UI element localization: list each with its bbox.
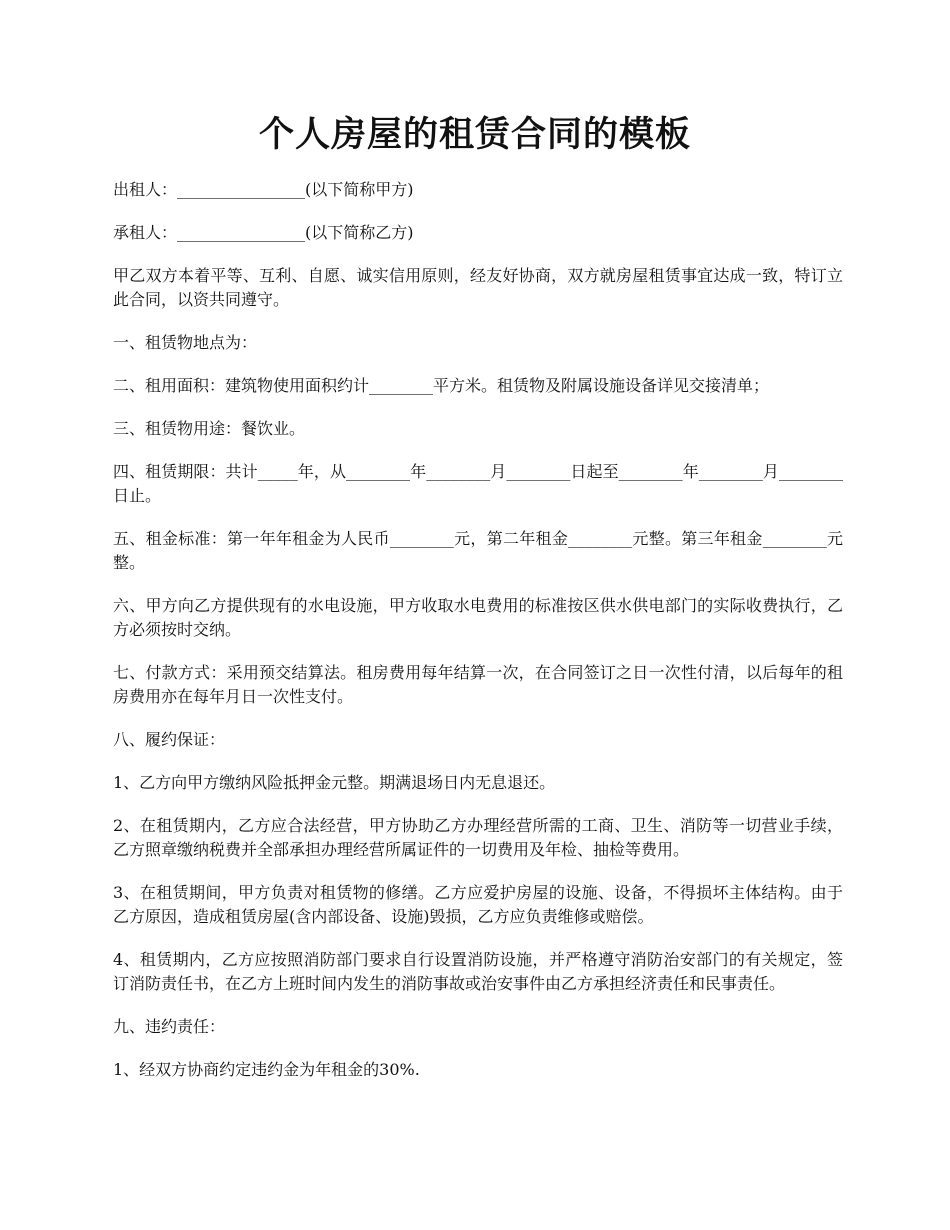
clause-2-area: 二、租用面积：建筑物使用面积约计________平方米。租赁物及附属设施设备详见交接清单； (113, 376, 770, 395)
clause-1-location: 一、租赁物地点为： (113, 333, 258, 352)
clause-7-payment: 七、付款方式：采用预交结算法。租房费用每年结算一次，在合同签订之日一次性付清，以后每年的租房费用亦在每年月日一次性支付。 (113, 663, 843, 706)
clause-4-term: 四、租赁期限：共计_____年，从________年________月________日起至________年________月________日止。 (113, 462, 843, 505)
clause-8-item-1: 1、乙方向甲方缴纳风险抵押金元整。期满退场日内无息退还。 (113, 773, 556, 792)
clause-8-item-3: 3、在租赁期间，甲方负责对租赁物的修缮。乙方应爱护房屋的设施、设备，不得损坏主体结构。由于乙方原因，造成租赁房屋(含内部设备、设施)毁损，乙方应负责维修或赔偿。 (113, 883, 843, 926)
preamble-paragraph: 甲乙双方本着平等、互利、自愿、诚实信用原则，经友好协商，双方就房屋租赁事宜达成一致，特订立此合同，以资共同遵守。 (113, 266, 843, 309)
lessee-line: 承租人：________________(以下简称乙方) (113, 223, 414, 242)
clause-8-heading: 八、履约保证： (113, 730, 226, 749)
clause-9-item-1: 1、经双方协商约定违约金为年租金的30%. (113, 1060, 420, 1079)
clause-3-usage: 三、租赁物用途：餐饮业。 (113, 419, 306, 438)
document-body (113, 178, 843, 1101)
clause-9-heading: 九、违约责任： (113, 1017, 226, 1036)
clause-6-utilities: 六、甲方向乙方提供现有的水电设施，甲方收取水电费用的标准按区供水供电部门的实际收费执行，乙方必须按时交纳。 (113, 596, 843, 639)
document-title: 个人房屋的租赁合同的模板 (258, 114, 691, 155)
lessor-line: 出租人：________________(以下简称甲方) (113, 180, 414, 199)
clause-5-rent: 五、租金标准：第一年年租金为人民币________元，第二年租金________元整。第三年租金________元整。 (113, 529, 843, 572)
clause-8-item-2: 2、在租赁期内，乙方应合法经营，甲方协助乙方办理经营所需的工商、卫生、消防等一切营业手续，乙方照章缴纳税费并全部承担办理经营所属证件的一切费用及年检、抽检等费用。 (113, 816, 843, 859)
clause-8-item-4: 4、租赁期内，乙方应按照消防部门要求自行设置消防设施，并严格遵守消防治安部门的有关规定，签订消防责任书，在乙方上班时间内发生的消防事故或治安事件由乙方承担经济责任和民事责任。 (113, 950, 843, 993)
